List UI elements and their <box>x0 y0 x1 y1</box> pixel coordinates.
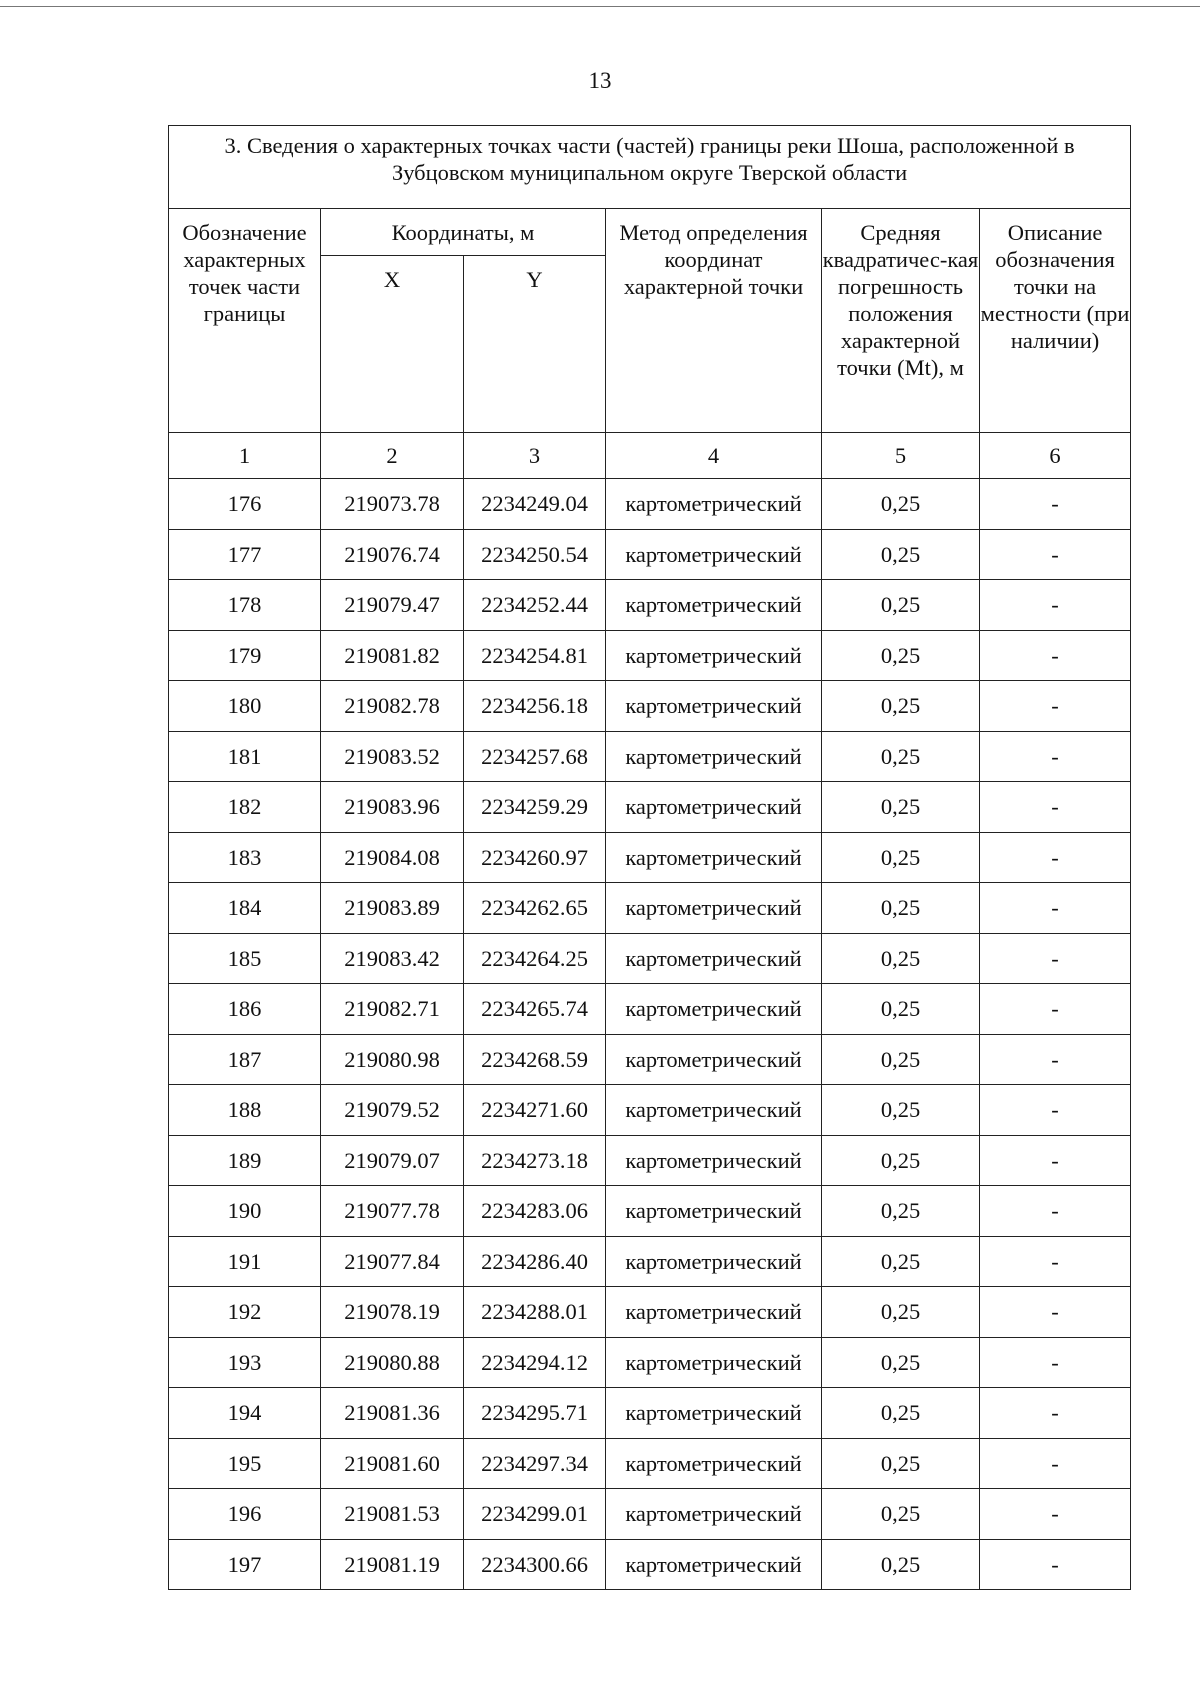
point-number-cell: 187 <box>169 1034 321 1085</box>
method-cell: картометрический <box>606 479 822 530</box>
y-coordinate-cell: 2234264.25 <box>464 933 606 984</box>
header-row <box>169 209 1131 256</box>
x-coordinate-cell: 219079.07 <box>321 1135 464 1186</box>
y-coordinate-cell: 2234288.01 <box>464 1287 606 1338</box>
point-number-cell: 192 <box>169 1287 321 1338</box>
description-cell: - <box>980 1337 1131 1388</box>
table-caption: 3. Сведения о характерных точках части (частей) границы реки Шоша, расположенной в Зубцовском муниципальном округе Тверской области <box>169 126 1131 209</box>
error-cell: 0,25 <box>822 1034 980 1085</box>
point-number-cell: 194 <box>169 1388 321 1439</box>
table-row <box>169 731 1131 782</box>
method-cell: картометрический <box>606 529 822 580</box>
y-coordinate-cell: 2234257.68 <box>464 731 606 782</box>
method-cell: картометрический <box>606 1489 822 1540</box>
error-cell: 0,25 <box>822 984 980 1035</box>
header-description: Описание обозначения точки на местности (при наличии) <box>980 209 1131 433</box>
y-coordinate-cell: 2234254.81 <box>464 630 606 681</box>
header-point-designation: Обозначение характерных точек части границы <box>169 209 321 433</box>
x-coordinate-cell: 219077.84 <box>321 1236 464 1287</box>
table-row <box>169 580 1131 631</box>
y-coordinate-cell: 2234265.74 <box>464 984 606 1035</box>
method-cell: картометрический <box>606 1085 822 1136</box>
error-cell: 0,25 <box>822 1135 980 1186</box>
error-cell: 0,25 <box>822 1186 980 1237</box>
y-coordinate-cell: 2234300.66 <box>464 1539 606 1590</box>
point-number-cell: 178 <box>169 580 321 631</box>
error-cell: 0,25 <box>822 1085 980 1136</box>
point-number-cell: 197 <box>169 1539 321 1590</box>
description-cell: - <box>980 681 1131 732</box>
column-number: 3 <box>464 433 606 479</box>
y-coordinate-cell: 2234294.12 <box>464 1337 606 1388</box>
x-coordinate-cell: 219083.96 <box>321 782 464 833</box>
error-cell: 0,25 <box>822 782 980 833</box>
y-coordinate-cell: 2234299.01 <box>464 1489 606 1540</box>
table-row <box>169 1489 1131 1540</box>
y-coordinate-cell: 2234249.04 <box>464 479 606 530</box>
table-row <box>169 1337 1131 1388</box>
method-cell: картометрический <box>606 1337 822 1388</box>
table-row <box>169 1287 1131 1338</box>
point-number-cell: 193 <box>169 1337 321 1388</box>
table-row <box>169 832 1131 883</box>
description-cell: - <box>980 731 1131 782</box>
point-number-cell: 189 <box>169 1135 321 1186</box>
point-number-cell: 188 <box>169 1085 321 1136</box>
y-coordinate-cell: 2234273.18 <box>464 1135 606 1186</box>
description-cell: - <box>980 479 1131 530</box>
description-cell: - <box>980 832 1131 883</box>
y-coordinate-cell: 2234256.18 <box>464 681 606 732</box>
x-coordinate-cell: 219078.19 <box>321 1287 464 1338</box>
x-coordinate-cell: 219083.52 <box>321 731 464 782</box>
column-number: 4 <box>606 433 822 479</box>
method-cell: картометрический <box>606 984 822 1035</box>
x-coordinate-cell: 219081.60 <box>321 1438 464 1489</box>
error-cell: 0,25 <box>822 1287 980 1338</box>
description-cell: - <box>980 1539 1131 1590</box>
method-cell: картометрический <box>606 1539 822 1590</box>
description-cell: - <box>980 1034 1131 1085</box>
description-cell: - <box>980 883 1131 934</box>
method-cell: картометрический <box>606 580 822 631</box>
description-cell: - <box>980 1438 1131 1489</box>
table-row <box>169 1085 1131 1136</box>
table-row <box>169 1388 1131 1439</box>
page-top-border <box>0 6 1200 7</box>
method-cell: картометрический <box>606 1388 822 1439</box>
point-number-cell: 196 <box>169 1489 321 1540</box>
x-coordinate-cell: 219084.08 <box>321 832 464 883</box>
point-number-cell: 181 <box>169 731 321 782</box>
x-coordinate-cell: 219081.53 <box>321 1489 464 1540</box>
method-cell: картометрический <box>606 832 822 883</box>
error-cell: 0,25 <box>822 1388 980 1439</box>
x-coordinate-cell: 219081.82 <box>321 630 464 681</box>
description-cell: - <box>980 984 1131 1035</box>
header-coordinates: Координаты, м <box>321 209 606 256</box>
error-cell: 0,25 <box>822 529 980 580</box>
description-cell: - <box>980 933 1131 984</box>
description-cell: - <box>980 1186 1131 1237</box>
error-cell: 0,25 <box>822 681 980 732</box>
x-coordinate-cell: 219083.42 <box>321 933 464 984</box>
header-method: Метод определения координат характерной точки <box>606 209 822 433</box>
column-number: 6 <box>980 433 1131 479</box>
method-cell: картометрический <box>606 1034 822 1085</box>
table-row <box>169 1539 1131 1590</box>
y-coordinate-cell: 2234262.65 <box>464 883 606 934</box>
error-cell: 0,25 <box>822 731 980 782</box>
x-coordinate-cell: 219082.78 <box>321 681 464 732</box>
table-row <box>169 782 1131 833</box>
y-coordinate-cell: 2234283.06 <box>464 1186 606 1237</box>
point-number-cell: 177 <box>169 529 321 580</box>
x-coordinate-cell: 219079.52 <box>321 1085 464 1136</box>
description-cell: - <box>980 1388 1131 1439</box>
point-number-cell: 190 <box>169 1186 321 1237</box>
error-cell: 0,25 <box>822 933 980 984</box>
column-number: 5 <box>822 433 980 479</box>
y-coordinate-cell: 2234297.34 <box>464 1438 606 1489</box>
table-row <box>169 1135 1131 1186</box>
error-cell: 0,25 <box>822 1489 980 1540</box>
description-cell: - <box>980 580 1131 631</box>
table-row <box>169 883 1131 934</box>
error-cell: 0,25 <box>822 883 980 934</box>
header-x: X <box>321 256 464 433</box>
table-row <box>169 1034 1131 1085</box>
error-cell: 0,25 <box>822 479 980 530</box>
table-row <box>169 984 1131 1035</box>
error-cell: 0,25 <box>822 1337 980 1388</box>
table-row <box>169 1236 1131 1287</box>
header-mean-square-error: Средняя квадратичес-кая погрешность положения характерной точки (Mt), м <box>822 209 980 433</box>
description-cell: - <box>980 782 1131 833</box>
method-cell: картометрический <box>606 1186 822 1237</box>
table-row <box>169 529 1131 580</box>
header-y: Y <box>464 256 606 433</box>
x-coordinate-cell: 219080.88 <box>321 1337 464 1388</box>
x-coordinate-cell: 219081.36 <box>321 1388 464 1439</box>
description-cell: - <box>980 1135 1131 1186</box>
method-cell: картометрический <box>606 883 822 934</box>
table-body <box>169 126 1131 1590</box>
error-cell: 0,25 <box>822 580 980 631</box>
point-number-cell: 191 <box>169 1236 321 1287</box>
point-number-cell: 182 <box>169 782 321 833</box>
error-cell: 0,25 <box>822 1438 980 1489</box>
error-cell: 0,25 <box>822 1236 980 1287</box>
page-number: 13 <box>588 68 612 93</box>
x-coordinate-cell: 219083.89 <box>321 883 464 934</box>
column-number: 1 <box>169 433 321 479</box>
point-number-cell: 195 <box>169 1438 321 1489</box>
method-cell: картометрический <box>606 782 822 833</box>
point-number-cell: 176 <box>169 479 321 530</box>
y-coordinate-cell: 2234271.60 <box>464 1085 606 1136</box>
point-number-cell: 183 <box>169 832 321 883</box>
method-cell: картометрический <box>606 1236 822 1287</box>
y-coordinate-cell: 2234286.40 <box>464 1236 606 1287</box>
point-number-cell: 179 <box>169 630 321 681</box>
x-coordinate-cell: 219076.74 <box>321 529 464 580</box>
y-coordinate-cell: 2234252.44 <box>464 580 606 631</box>
error-cell: 0,25 <box>822 832 980 883</box>
table-row <box>169 933 1131 984</box>
error-cell: 0,25 <box>822 630 980 681</box>
x-coordinate-cell: 219079.47 <box>321 580 464 631</box>
y-coordinate-cell: 2234250.54 <box>464 529 606 580</box>
point-number-cell: 184 <box>169 883 321 934</box>
y-coordinate-cell: 2234295.71 <box>464 1388 606 1439</box>
table-row <box>169 630 1131 681</box>
method-cell: картометрический <box>606 731 822 782</box>
table-row <box>169 1438 1131 1489</box>
method-cell: картометрический <box>606 630 822 681</box>
column-number-row <box>169 433 1131 479</box>
description-cell: - <box>980 1236 1131 1287</box>
point-number-cell: 180 <box>169 681 321 732</box>
description-cell: - <box>980 630 1131 681</box>
description-cell: - <box>980 1489 1131 1540</box>
table-row <box>169 681 1131 732</box>
y-coordinate-cell: 2234260.97 <box>464 832 606 883</box>
x-coordinate-cell: 219082.71 <box>321 984 464 1035</box>
caption-row <box>169 126 1131 209</box>
description-cell: - <box>980 1287 1131 1338</box>
method-cell: картометрический <box>606 1438 822 1489</box>
x-coordinate-cell: 219077.78 <box>321 1186 464 1237</box>
description-cell: - <box>980 529 1131 580</box>
y-coordinate-cell: 2234268.59 <box>464 1034 606 1085</box>
x-coordinate-cell: 219073.78 <box>321 479 464 530</box>
method-cell: картометрический <box>606 681 822 732</box>
point-number-cell: 186 <box>169 984 321 1035</box>
y-coordinate-cell: 2234259.29 <box>464 782 606 833</box>
method-cell: картометрический <box>606 933 822 984</box>
description-cell: - <box>980 1085 1131 1136</box>
method-cell: картометрический <box>606 1135 822 1186</box>
table-row <box>169 1186 1131 1237</box>
x-coordinate-cell: 219081.19 <box>321 1539 464 1590</box>
point-number-cell: 185 <box>169 933 321 984</box>
method-cell: картометрический <box>606 1287 822 1338</box>
error-cell: 0,25 <box>822 1539 980 1590</box>
characteristic-points-table <box>168 125 1131 1590</box>
column-number: 2 <box>321 433 464 479</box>
table-row <box>169 479 1131 530</box>
x-coordinate-cell: 219080.98 <box>321 1034 464 1085</box>
